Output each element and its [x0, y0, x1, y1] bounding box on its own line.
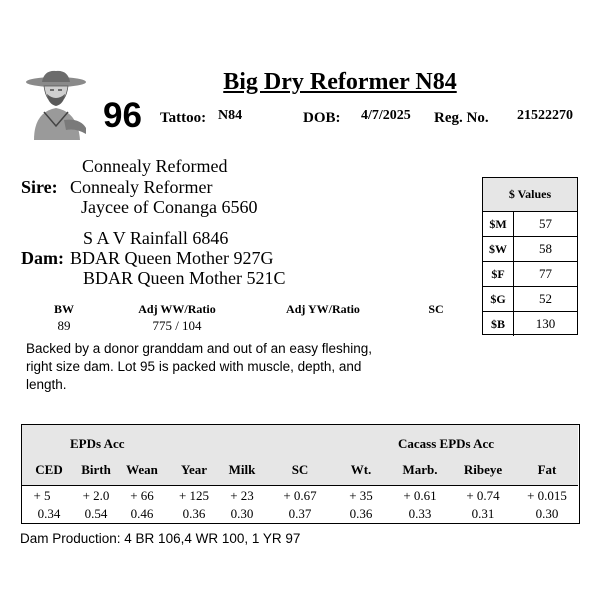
dollar-value-label: $B — [483, 312, 514, 336]
dollar-value-row — [483, 312, 577, 336]
epd-value: + 0.61 — [403, 488, 437, 503]
epd-col-header: Wt. — [350, 462, 372, 477]
dob-label: DOB: — [303, 110, 341, 126]
epd-accuracy: 0.37 — [288, 506, 312, 521]
dam-name: BDAR Queen Mother 927G — [70, 248, 274, 268]
epd-table — [21, 424, 580, 524]
dam-dam: BDAR Queen Mother 521C — [83, 268, 286, 288]
epd-col-header: Fat — [537, 462, 557, 477]
epd-accuracy: 0.30 — [535, 506, 559, 521]
tattoo-value: N84 — [218, 108, 243, 123]
epd-accuracy: 0.36 — [182, 506, 206, 521]
epd-col-header: Ribeye — [463, 462, 503, 477]
epd-value: + 2.0 — [82, 488, 110, 503]
carcass-epd-group-heading: Cacass EPDs Acc — [398, 436, 495, 451]
epd-value: + 23 — [230, 488, 254, 503]
dollar-value-label: $W — [483, 237, 514, 261]
dollar-value-row — [483, 212, 577, 237]
tattoo-label: Tattoo: — [160, 110, 207, 126]
dob-value: 4/7/2025 — [361, 108, 411, 123]
dollar-value-label: $F — [483, 262, 514, 286]
epd-col-header: Birth — [81, 462, 111, 477]
epd-col-header: Year — [181, 462, 207, 477]
epd-value: + 125 — [178, 488, 210, 503]
epd-accuracy: 0.33 — [408, 506, 432, 521]
sire-dam: Jaycee of Conanga 6560 — [81, 197, 258, 217]
sire-name: Connealy Reformer — [70, 177, 213, 197]
sire-sire: Connealy Reformed — [82, 156, 228, 176]
sc-label: SC — [428, 302, 444, 316]
page-title: Big Dry Reformer N84 — [223, 69, 457, 95]
dollar-values-table — [482, 177, 578, 335]
dollar-value: 58 — [539, 241, 552, 256]
dollar-value-row — [483, 237, 577, 262]
epd-accuracy: 0.31 — [471, 506, 495, 521]
adj-yw-label: Adj YW/Ratio — [286, 302, 360, 316]
adj-ww-value: 775 / 104 — [152, 318, 202, 333]
epd-value: + 0.67 — [283, 488, 317, 503]
dollar-value: 77 — [539, 266, 552, 281]
epd-accuracy: 0.46 — [130, 506, 154, 521]
dollar-value: 130 — [535, 316, 556, 331]
lot-description: Backed by a donor granddam and out of an easy fleshing, right size dam. Lot 95 is packed with muscle, depth, and length. — [26, 341, 372, 392]
bw-value: 89 — [57, 318, 71, 333]
sire-label: Sire: — [21, 177, 58, 197]
epd-col-header: Wean — [126, 462, 158, 477]
epd-col-header: CED — [35, 462, 63, 477]
dollar-value-label: $M — [483, 212, 514, 236]
epd-value: + 35 — [349, 488, 373, 503]
epd-value: + 0.015 — [527, 488, 567, 503]
epd-accuracy: 0.34 — [37, 506, 61, 521]
epd-accuracy: 0.54 — [84, 506, 108, 521]
epd-value: + 66 — [130, 488, 154, 503]
dollar-values-title: $ Values — [483, 178, 577, 212]
dollar-value-label: $G — [483, 287, 514, 311]
epd-accuracy: 0.36 — [349, 506, 373, 521]
dollar-value-row — [483, 287, 577, 312]
epd-group-heading: EPDs Acc — [70, 436, 125, 451]
adj-ww-label: Adj WW/Ratio — [138, 302, 216, 316]
dollar-value-row — [483, 262, 577, 287]
bw-label: BW — [53, 302, 74, 316]
dollar-value: 52 — [539, 291, 552, 306]
dam-label: Dam: — [21, 248, 64, 268]
epd-value: + 5 — [33, 488, 51, 503]
lot-number: 96 — [103, 96, 142, 135]
epd-col-header: Milk — [228, 462, 256, 477]
epd-col-header: SC — [291, 462, 309, 477]
dam-production: Dam Production: 4 BR 106,4 WR 100, 1 YR 97 — [20, 531, 301, 546]
dollar-value: 57 — [539, 216, 552, 231]
dam-sire: S A V Rainfall 6846 — [83, 228, 229, 248]
epd-value: + 0.74 — [466, 488, 500, 503]
reg-label: Reg. No. — [434, 110, 489, 126]
epd-accuracy: 0.30 — [230, 506, 254, 521]
epd-col-header: Marb. — [402, 462, 438, 477]
reg-value: 21522270 — [517, 108, 573, 123]
